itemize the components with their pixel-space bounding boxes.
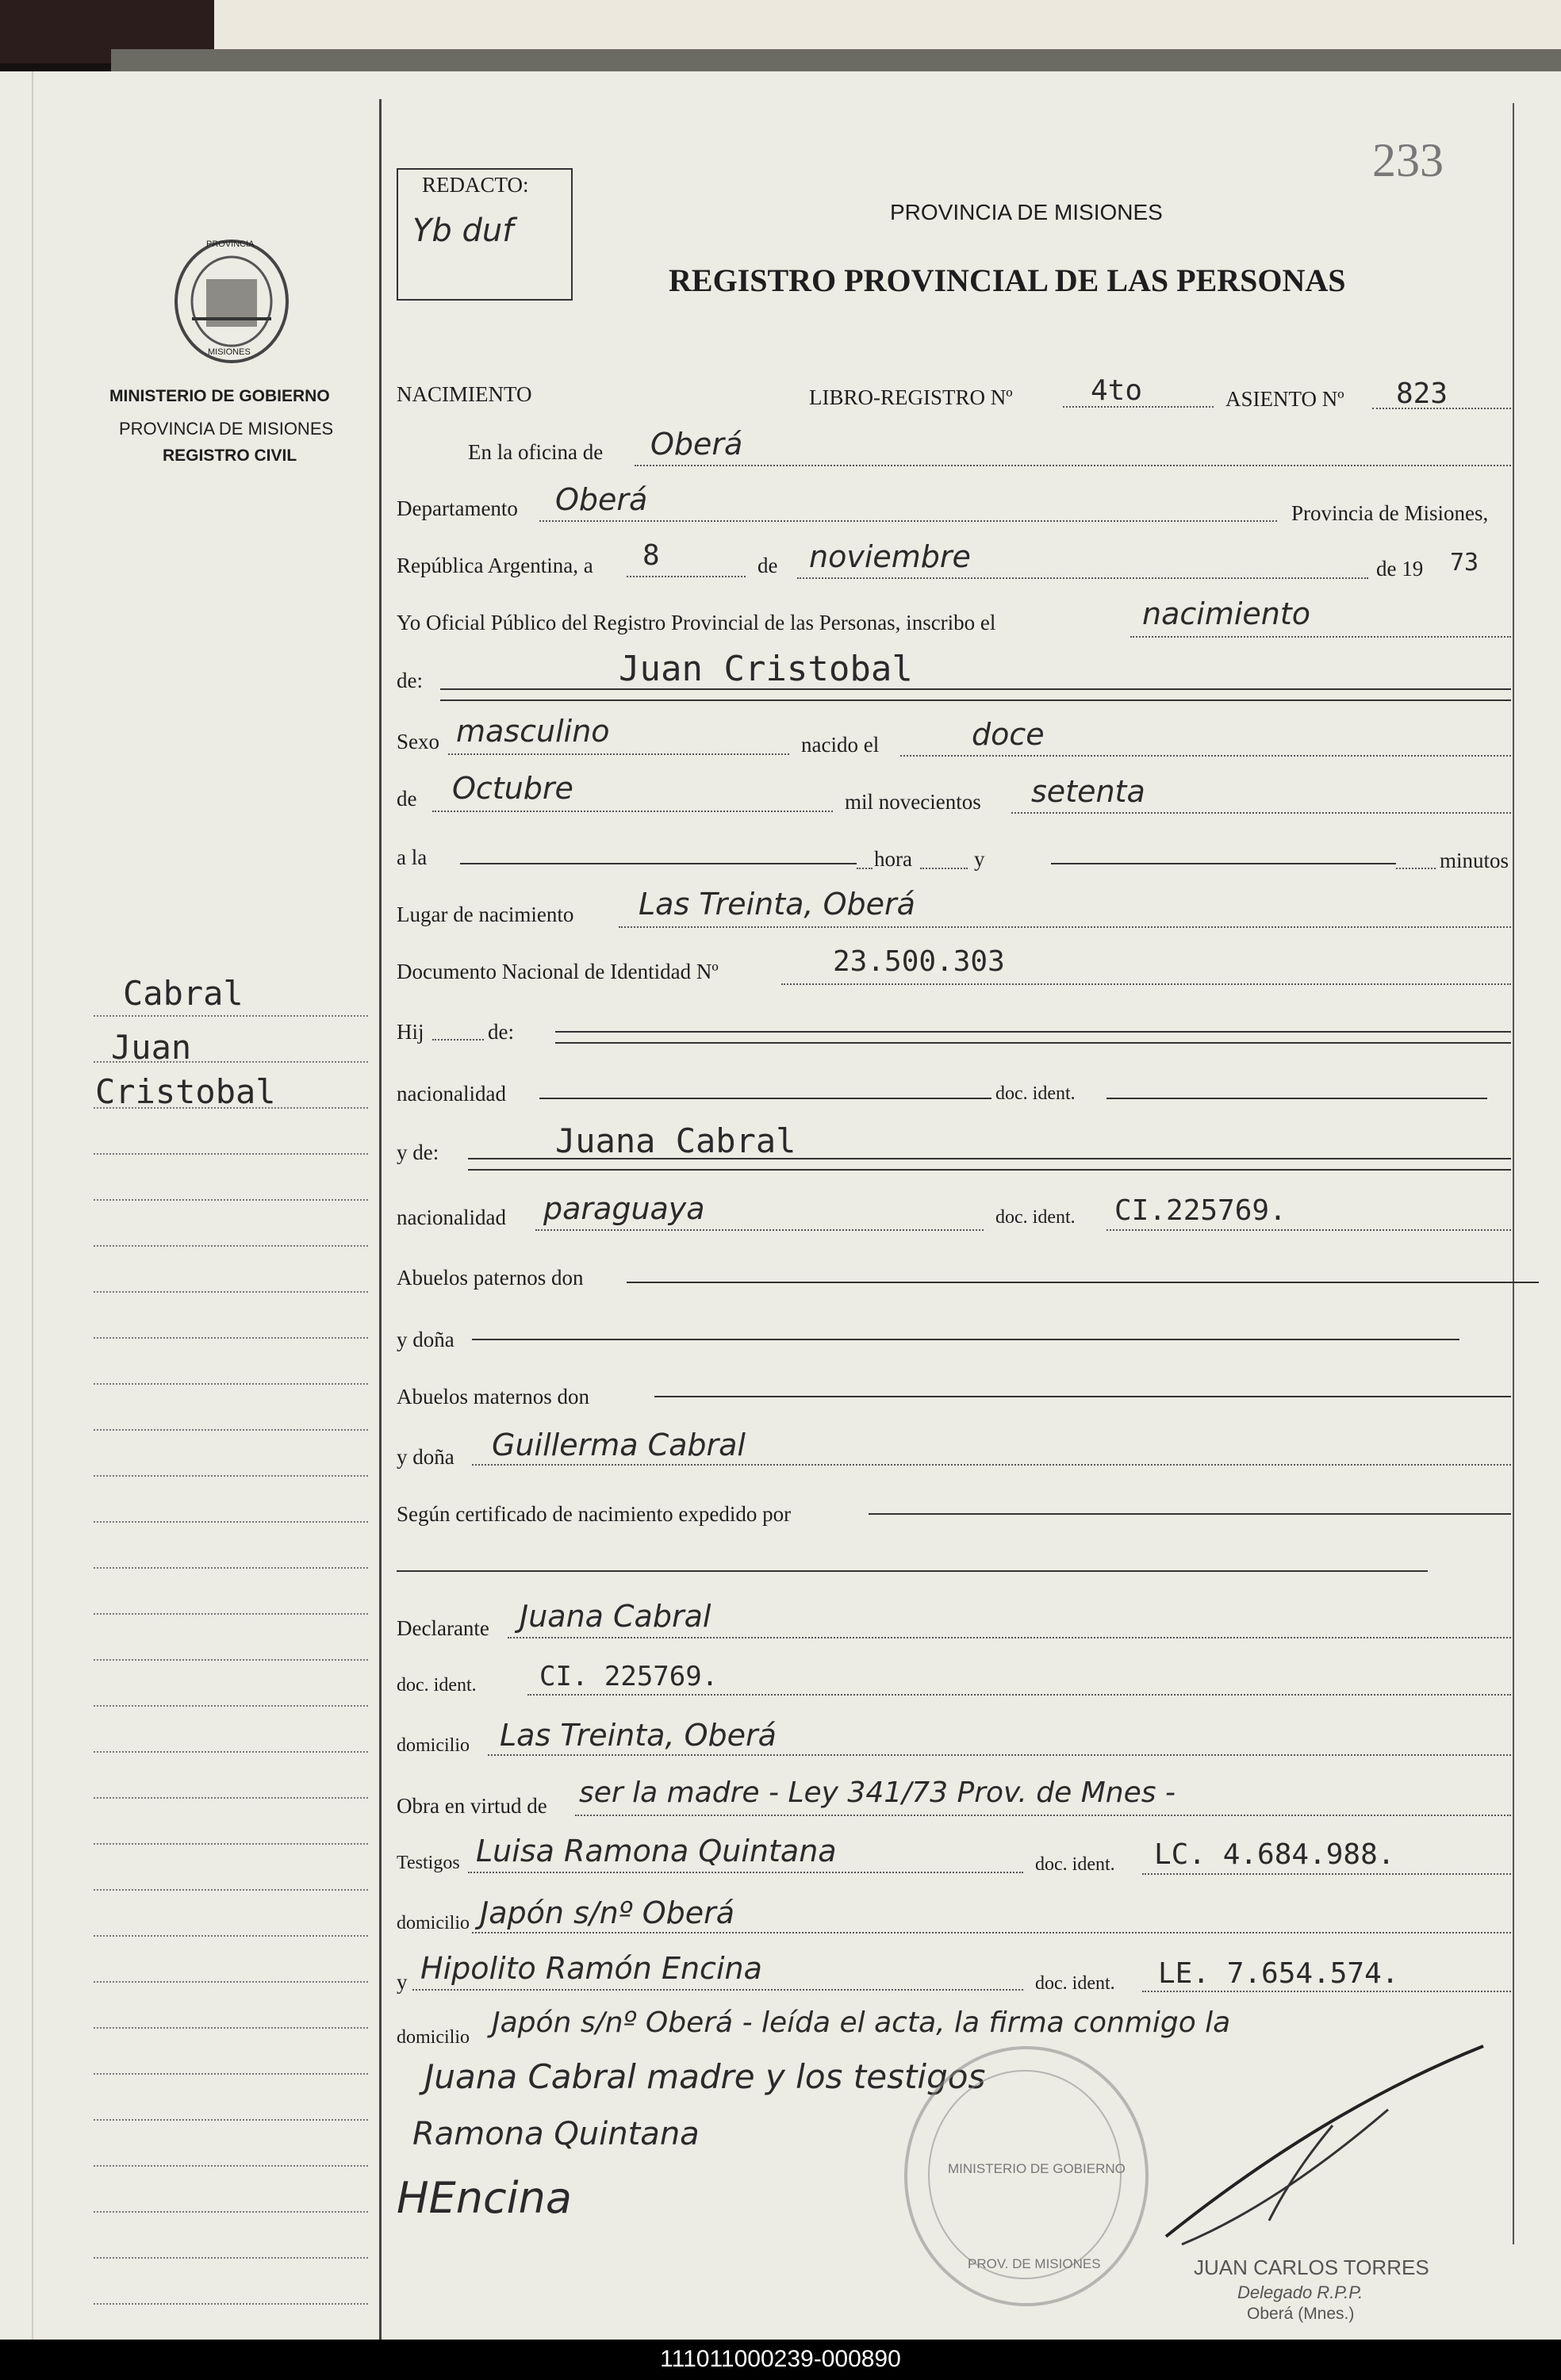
firma-testigo1: Ramona Quintana [412,2116,700,2152]
province-heading: PROVINCIA DE MISIONES [890,200,1163,224]
nacido-dia-value: doce [972,717,1045,752]
official-role: Delegado R.P.P. [1237,2282,1363,2302]
margin-note-line-1: Cabral [123,974,244,1013]
lugar-underline [619,926,1511,928]
oficina-label: En la oficina de [468,440,604,464]
seal-bottom-text: MISIONES [208,347,251,357]
margin-ruled-line [94,2027,368,2029]
madre-label: y de: [397,1140,439,1164]
official-name: JUAN CARLOS TORRES [1194,2255,1429,2279]
padre-line-1 [555,1031,1511,1033]
y-label: y [974,847,985,871]
margin-ruled-line [94,1613,368,1615]
declarante-doc-value: CI. 225769. [539,1661,719,1692]
margin-ruled-line [94,1199,368,1201]
minutos-line [1051,863,1396,864]
dia-value: 8 [642,539,660,572]
document-code: 111011000239-000890 [660,2346,901,2372]
madre-nacionalidad-label: nacionalidad [397,1205,506,1229]
margin-ruled-line [94,1015,368,1017]
hora-dots [920,868,968,869]
testigo2-doc-underline [1142,1991,1511,1992]
mes-value: noviembre [809,539,971,574]
abuela-paterna-label: y doña [397,1328,454,1351]
seal-top-text: PROVINCIA [206,240,255,249]
testigo1-domicilio-underline [472,1932,1511,1934]
departamento-value: Oberá [555,482,648,517]
padre-doc-label: doc. ident. [995,1083,1076,1104]
margin-ruled-line [94,1981,368,1983]
testigo2-underline [412,1989,1023,1991]
declarante-domicilio-underline [488,1754,1511,1756]
a-la-dots [857,868,873,869]
testigo1-doc-value: LC. 4.684.988. [1154,1838,1395,1871]
ministry-province-label: PROVINCIA DE MISIONES [119,419,334,439]
margin-ruled-line [94,1935,368,1937]
margin-ruled-line [94,1705,368,1707]
margin-ruled-line [94,2303,368,2305]
nombre-value: Juan Cristobal [619,649,913,689]
civil-registry-label: REGISTRO CIVIL [163,446,297,465]
libro-underline [1063,406,1214,408]
libro-value: 4to [1091,374,1143,407]
madre-value: Juana Cabral [555,1121,796,1160]
hijo-de-label: de: [488,1020,514,1044]
sexo-underline [448,753,789,755]
sexo-value: masculino [456,714,610,749]
nacido-mes-value: Octubre [452,771,573,806]
madre-line-2 [468,1169,1511,1171]
testigo1-doc-label: doc. ident. [1035,1854,1115,1875]
obra-underline [575,1815,1511,1816]
margin-ruled-line [94,1383,368,1385]
official-place: Oberá (Mnes.) [1247,2305,1355,2323]
stamp-text-1: MINISTERIO DE GOBIERNO [948,2161,1126,2176]
abuelos-maternos-label: Abuelos maternos don [397,1385,589,1408]
redacto-value: Yb duf [412,213,514,249]
year-value: 73 [1450,549,1479,577]
madre-nacionalidad-underline [535,1229,984,1231]
margin-note-line-2: Juan [111,1028,192,1067]
sexo-label: Sexo [397,730,439,753]
margin-ruled-line [94,2211,368,2213]
official-signature [1150,2030,1499,2252]
libro-label: LIBRO-REGISTRO Nº [809,385,1013,409]
nombre-label: de: [397,669,423,692]
margin-ruled-line [94,1429,368,1431]
republica-label: República Argentina, a [397,554,593,577]
margin-ruled-line [94,1843,368,1845]
mes-underline [797,577,1368,579]
declarante-domicilio-label: domicilio [397,1735,470,1756]
oficial-text: Yo Oficial Público del Registro Provincial de las Personas, inscribo el [397,611,996,634]
testigos-label: Testigos [397,1853,460,1873]
oficina-value: Oberá [650,427,743,462]
margin-ruled-line [94,1567,368,1569]
dni-value: 23.500.303 [833,945,1005,978]
departamento-underline [539,520,1277,522]
obra-value: ser la madre - Ley 341/73 Prov. de Mnes - [579,1776,1176,1809]
nacido-anio-value: setenta [1031,774,1145,809]
margin-ruled-line [94,1889,368,1891]
padre-line-2 [555,1042,1511,1044]
de-label: de [757,554,778,577]
testigo1-doc-underline [1142,1873,1511,1875]
declarante-value: Juana Cabral [520,1599,711,1634]
abuela-materna-underline [472,1464,1511,1466]
provincia-label: Provincia de Misiones, [1291,501,1489,525]
ministry-label: MINISTERIO DE GOBIERNO [109,387,330,405]
cierre-text: Juana Cabral madre y los testigos [424,2057,986,2096]
asiento-underline [1372,408,1511,409]
margin-ruled-line [94,2073,368,2075]
redacto-label: REDACTO: [422,173,529,197]
testigo2-domicilio-value: Japón s/nº Oberá - leída el acta, la firma conmigo la [492,2006,1231,2039]
abuela-paterna-line [472,1339,1459,1340]
declarante-label: Declarante [397,1616,489,1640]
previous-page-edge [214,0,1561,56]
testigo1-domicilio-value: Japón s/nº Oberá [480,1895,735,1930]
abuela-materna-value: Guillerma Cabral [492,1428,746,1462]
a-la-label: a la [397,845,428,869]
nacido-label: nacido el [801,733,880,757]
hijo-dots [432,1039,484,1041]
stamp-text-2: PROV. DE MISIONES [968,2256,1101,2271]
year-prefix: de 19 [1376,557,1424,581]
testigo1-underline [468,1872,1023,1873]
padre-nacionalidad-label: nacionalidad [397,1082,506,1106]
hijo-label: Hij [397,1020,424,1044]
oficina-underline [635,465,1511,466]
a-la-line [460,863,857,864]
abuelos-paternos-label: Abuelos paternos don [397,1266,584,1290]
padre-nacionalidad-line [539,1098,991,1099]
abuela-materna-label: y doña [397,1445,454,1469]
declarante-doc-label: doc. ident. [397,1675,477,1696]
testigo2-doc-value: LE. 7.654.574. [1158,1957,1399,1990]
abuelo-paterno-line [627,1282,1539,1283]
margin-ruled-line [94,1797,368,1799]
margin-divider [379,99,382,2344]
dni-label: Documento Nacional de Identidad Nº [397,960,719,983]
segun-label: Según certificado de nacimiento expedido por [397,1502,792,1526]
nombre-line-2 [440,699,1511,701]
margin-ruled-line [94,1337,368,1339]
margin-ruled-line [94,1659,368,1661]
right-border [1513,103,1514,2244]
margin-ruled-line [94,1153,368,1155]
testigo2-value: Hipolito Ramón Encina [420,1951,762,1986]
lugar-value: Las Treinta, Oberá [639,887,915,922]
dni-underline [781,983,1511,985]
nacido-dia-underline [900,755,1511,757]
de-mes-label: de [397,787,417,811]
lugar-label: Lugar de nacimiento [397,903,574,926]
testigo1-value: Luisa Ramona Quintana [476,1834,837,1868]
margin-ruled-line [94,2119,368,2121]
declarante-doc-underline [527,1694,1511,1696]
margin-ruled-line [94,2257,368,2259]
nacido-anio-underline [1011,812,1511,814]
acto-underline [1130,636,1511,638]
departamento-label: Departamento [397,496,518,520]
declarante-underline [508,1637,1511,1638]
record-type: NACIMIENTO [397,382,532,406]
fold-line [32,71,33,2340]
madre-doc-label: doc. ident. [995,1207,1076,1228]
firma-testigo2: HEncina [397,2173,572,2223]
minutos-label: minutos [1440,849,1509,872]
testigo2-domicilio-label: domicilio [397,2027,470,2048]
margin-ruled-line [94,1751,368,1753]
nombre-line-1 [440,688,1511,690]
margin-ruled-line [94,1107,368,1109]
margin-ruled-line [94,2165,368,2167]
segun-line-2 [397,1570,1428,1572]
hora-label: hora [874,847,912,871]
margin-ruled-line [94,1475,368,1477]
declarante-domicilio-value: Las Treinta, Oberá [500,1718,777,1753]
abuelo-materno-line [654,1396,1511,1397]
margin-ruled-line [94,1291,368,1293]
testigo1-domicilio-label: domicilio [397,1913,470,1934]
madre-doc-underline [1107,1229,1511,1231]
obra-label: Obra en virtud de [397,1794,547,1818]
margin-ruled-line [94,1061,368,1063]
register-page [0,71,1561,2340]
madre-line-1 [468,1158,1511,1159]
padre-doc-line [1107,1098,1487,1099]
nacido-mes-underline [432,811,833,812]
testigo2-y-label: y [397,1970,408,1994]
mil-label: mil novecientos [845,790,981,814]
coat-of-arms-seal [168,232,295,366]
acto-value: nacimiento [1142,596,1311,631]
segun-line [869,1513,1511,1515]
madre-doc-value: CI.225769. [1114,1194,1287,1227]
asiento-label: ASIENTO Nº [1225,387,1344,411]
page-number: 233 [1372,134,1444,186]
margin-ruled-line [94,1521,368,1523]
registry-heading: REGISTRO PROVINCIAL DE LAS PERSONAS [669,263,1346,298]
madre-nacionalidad-value: paraguaya [543,1191,705,1226]
margin-ruled-line [94,1245,368,1247]
minutos-dots [1396,868,1436,869]
testigo2-doc-label: doc. ident. [1035,1973,1115,1994]
asiento-value: 823 [1396,378,1448,410]
margin-note-line-3: Cristobal [95,1072,276,1111]
dia-underline [627,576,746,577]
